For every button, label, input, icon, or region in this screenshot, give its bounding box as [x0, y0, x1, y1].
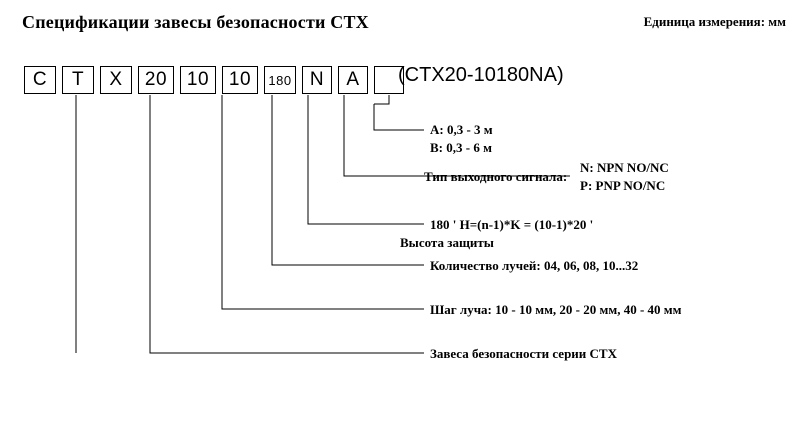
code-box: 10	[222, 66, 258, 94]
code-box: T	[62, 66, 94, 94]
unit-label: Единица измерения: мм	[643, 14, 786, 29]
code-box: 10	[180, 66, 216, 94]
page-title: Спецификации завесы безопасности CTX	[22, 12, 369, 32]
full-model-code: (CTX20-10180NA)	[398, 64, 564, 86]
annotation-signal-npn: N: NPN NO/NC	[580, 160, 669, 175]
annotation-series: Завеса безопасности серии CTX	[430, 346, 617, 361]
annotation-range-a: A: 0,3 - 3 м	[430, 122, 493, 137]
code-box: X	[100, 66, 132, 94]
code-box: N	[302, 66, 332, 94]
code-box: 180	[264, 66, 296, 94]
annotation-signal-pnp: P: PNP NO/NC	[580, 178, 666, 193]
code-box: C	[24, 66, 56, 94]
annotation-height-formula: 180 ' H=(n-1)*K = (10-1)*20 '	[430, 217, 594, 232]
code-box: 20	[138, 66, 174, 94]
annotation-beams: Количество лучей: 04, 06, 08, 10...32	[430, 258, 639, 273]
annotation-pitch: Шаг луча: 10 - 10 мм, 20 - 20 мм, 40 - 40 мм	[430, 302, 682, 317]
annotation-range-b: B: 0,3 - 6 м	[430, 140, 492, 155]
code-box: A	[338, 66, 368, 94]
annotation-height-label: Высота защиты	[400, 235, 494, 250]
annotation-signal-type: Тип выходного сигнала:	[424, 169, 568, 184]
